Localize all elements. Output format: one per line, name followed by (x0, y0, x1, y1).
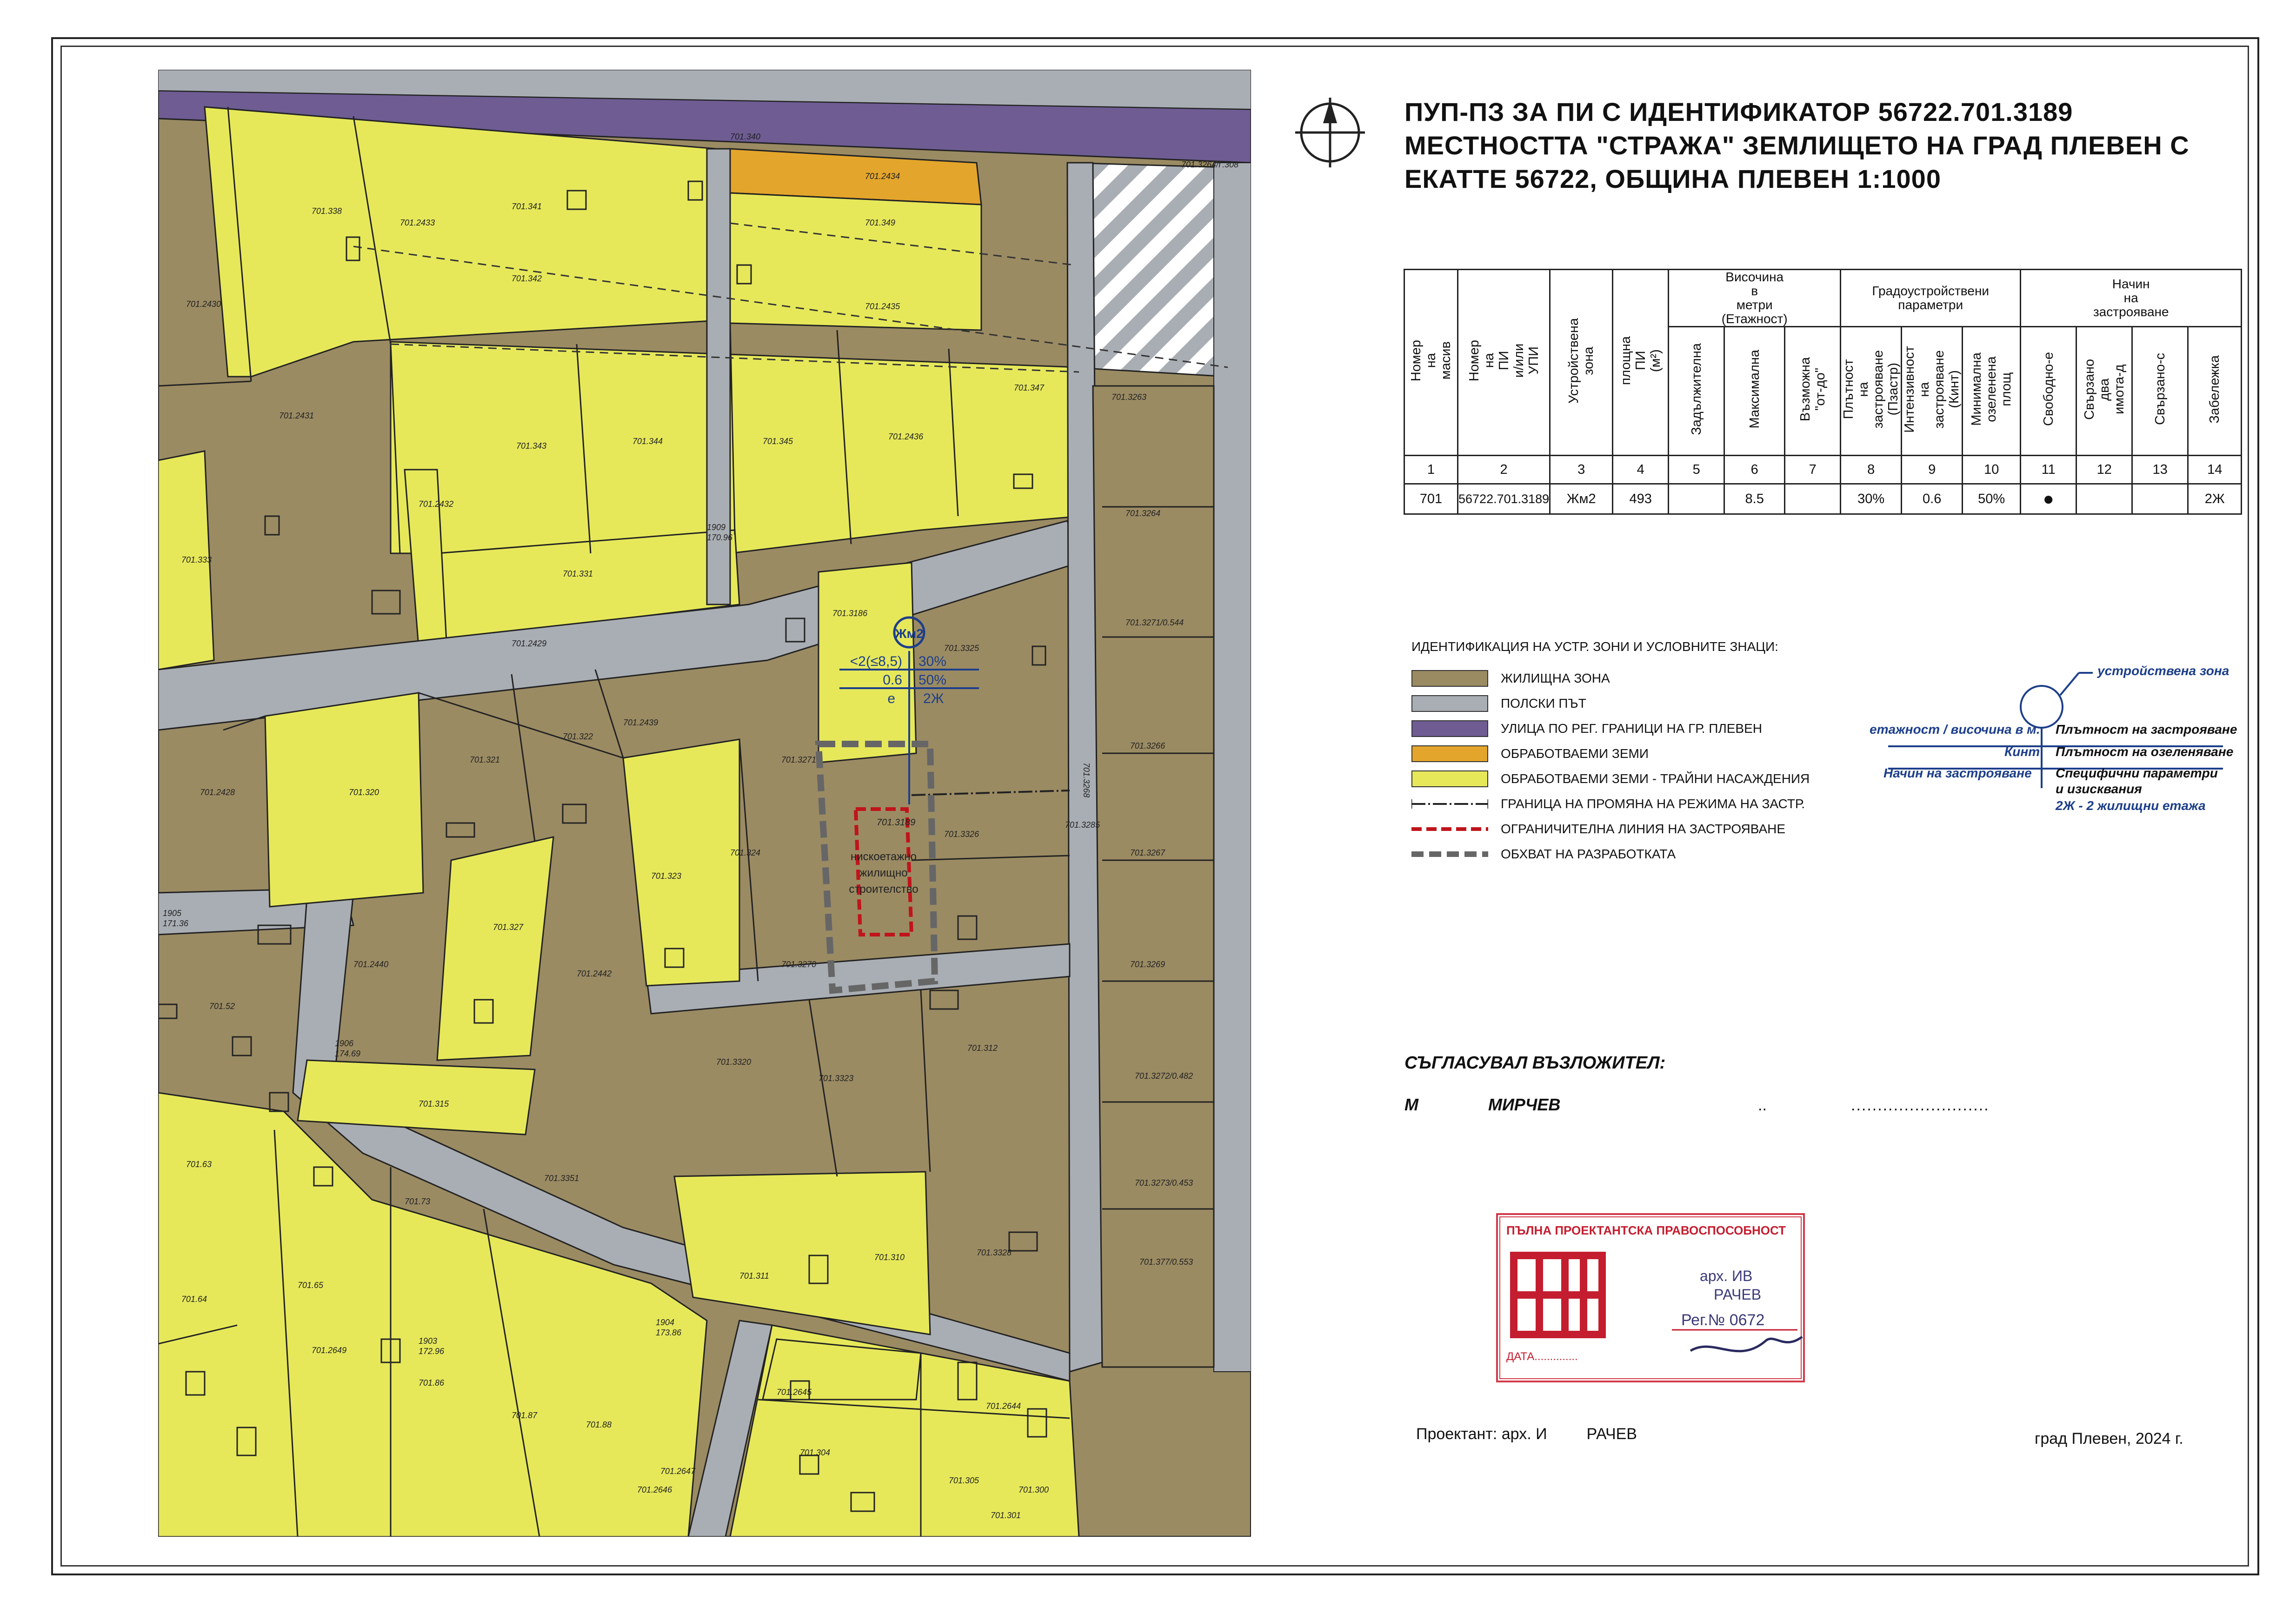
parcel-label: 701.338 (312, 206, 342, 216)
approval-heading: СЪГЛАСУВАЛ ВЪЗЛОЖИТЕЛ: (1404, 1053, 1666, 1073)
key-density: Плътност на застрояване (2056, 722, 2237, 737)
parcel-label: 701.2434 (865, 172, 900, 181)
legend-label: ОБРАБОТВАЕМИ ЗЕМИ (1501, 746, 1649, 761)
group-header-method: Начин на застрояване (2021, 270, 2242, 327)
parcel-label: 701.310 (874, 1253, 905, 1262)
legend-label: ГРАНИЦА НА ПРОМЯНА НА РЕЖИМА НА ЗАСТР. (1501, 797, 1805, 811)
designer-line: Проектант: арх. И РАЧЕВ (1416, 1425, 1637, 1443)
cell-intensity: 0.6 (1902, 484, 1963, 514)
num-3: 3 (1550, 456, 1613, 484)
elevation-label: 171.36 (163, 919, 189, 928)
elevation-label: 173.86 (656, 1328, 682, 1337)
num-10: 10 (1963, 456, 2021, 484)
parcel-label: 701.300 (1018, 1485, 1049, 1494)
subject-parcel-label: 701.3189 (877, 817, 916, 828)
zone-floors: 2Ж (923, 691, 944, 706)
signature-scribble (1690, 1337, 1802, 1351)
title-line-3: ЕКАТТЕ 56722, ОБЩИНА ПЛЕВЕН 1:1000 (1404, 164, 1941, 193)
parcel-label: 701.3285 (1065, 820, 1100, 830)
parcel-label: 701.3266 (1130, 741, 1165, 750)
legend-label: УЛИЦА ПО РЕГ. ГРАНИЦИ НА ГР. ПЛЕВЕН (1501, 721, 1762, 736)
parcel-label: 701.320 (349, 788, 379, 797)
cell-height-mandatory (1669, 484, 1724, 514)
legend-heading: ИДЕНТИФИКАЦИЯ НА УСТР. ЗОНИ И УСЛОВНИТЕ ЗНАЦИ: (1411, 639, 1778, 654)
elevation-label: 174.69 (335, 1049, 361, 1058)
cell-note: 2Ж (2188, 484, 2242, 514)
legend-red-dash-icon (1411, 821, 1488, 837)
parcel-label: 701.3186 (832, 609, 868, 618)
zone-method: е (887, 691, 895, 706)
col-header-12: Свързано два имота-д (2076, 327, 2132, 456)
parcel-label: 701.343 (516, 441, 547, 451)
key-floors: 2Ж - 2 жилищни етажа (2056, 798, 2206, 813)
title-block (1404, 95, 2251, 196)
legend-label: ОГРАНИЧИТЕЛНА ЛИНИЯ НА ЗАСТРОЯВАНЕ (1501, 822, 1786, 836)
parcel-label: 701.2646 (637, 1485, 672, 1494)
legend-label: ОБХВАТ НА РАЗРАБОТКАТА (1501, 847, 1676, 861)
parcel-label: 701.3328 (977, 1248, 1012, 1257)
parcel-label: 701.3273/0.453 (1135, 1178, 1193, 1188)
parcel-label: 701.2429 (512, 639, 547, 648)
parcel-label: 701.52 (209, 1002, 235, 1011)
parcel-label: 701.88 (586, 1420, 612, 1429)
zone-green: 50% (918, 672, 947, 688)
parcel-349 (730, 193, 981, 330)
column-numbers-row (1404, 456, 2242, 484)
legend-label: ПОЛСКИ ПЪТ (1501, 696, 1586, 710)
parcel-label: 701.3323 (819, 1074, 854, 1083)
parcel-label: 701.321 (470, 755, 500, 764)
cell-parcel-id: 56722.701.3189 (1458, 484, 1550, 514)
parcel-label: 701.327 (493, 923, 524, 932)
subject-note-2: жилищно (859, 867, 908, 879)
col-header-14: Забележка (2188, 327, 2242, 456)
col-header-11: Свободно-е (2021, 327, 2076, 456)
key-green: Плътност на озеленяване (2056, 744, 2234, 759)
parcel-label: 701.86 (419, 1378, 445, 1388)
legend-item-residential (1411, 667, 1830, 690)
num-9: 9 (1902, 456, 1963, 484)
num-14: 14 (2188, 456, 2242, 484)
parcel-label: 701.344 (632, 437, 663, 446)
parcel-label: 701.345 (763, 437, 793, 446)
parcel-label: 701.3264 (1125, 509, 1161, 518)
parcel-label: 701.340 (730, 132, 761, 141)
parcel-label: 701.3263 (1111, 392, 1147, 402)
legend (1411, 639, 1830, 868)
col-header-4: площна ПИ (м²) (1613, 270, 1669, 456)
parcel-label: 701.2649 (312, 1346, 347, 1355)
road-right-strip (1214, 163, 1251, 1372)
num-7: 7 (1785, 456, 1841, 484)
key-height: етажност / височина в м. (1870, 722, 2040, 737)
approver-name: МИРЧЕВ (1488, 1095, 1561, 1114)
parcel-label: 701.3268 (1082, 763, 1091, 798)
legend-swatch (1411, 745, 1488, 762)
signature-dots-short: .. (1758, 1096, 1767, 1114)
key-specific: Специфични параметри (2056, 766, 2218, 780)
num-6: 6 (1724, 456, 1785, 484)
elevation-label: 172.96 (419, 1347, 445, 1356)
legend-label: ОБРАБОТВАЕМИ ЗЕМИ - ТРАЙНИ НАСАЖДЕНИЯ (1501, 771, 1810, 786)
elevation-label: 1905 (163, 909, 182, 918)
parcel-label: 701.2432 (419, 499, 454, 509)
col-header-5: Задължителна (1669, 327, 1724, 456)
parcel-label: 701.322 (563, 732, 593, 741)
num-13: 13 (2132, 456, 2188, 484)
legend-item-street (1411, 717, 1830, 740)
parcel-label: 701.323 (651, 871, 682, 881)
title-line-1: ПУП-ПЗ ЗА ПИ С ИДЕНТИФИКАТОР 56722.701.3189 (1404, 97, 2073, 126)
num-4: 4 (1613, 456, 1669, 484)
cadastral-map (158, 70, 1251, 1537)
legend-swatch (1411, 770, 1488, 787)
zone-circle-label: Жм2 (895, 626, 924, 641)
num-12: 12 (2076, 456, 2132, 484)
elevation-label: 1903 (419, 1336, 438, 1346)
parcel-label: 701.311 (739, 1271, 769, 1281)
cell-linked-two (2076, 484, 2132, 514)
stamp-date: ДАТА.............. (1506, 1350, 1578, 1363)
north-arrow-icon (1295, 98, 1365, 167)
parcel-label: 701.324 (730, 848, 761, 857)
key-method: Начин на застрояване (1883, 766, 2032, 780)
stamp-org: ПЪЛНА ПРОЕКТАНТСКА ПРАВОСПОСОБНОСТ (1506, 1223, 1786, 1237)
architect-stamp (1495, 1211, 1811, 1383)
legend-item-building-limit (1411, 818, 1830, 840)
signature-dots: .......................... (1851, 1096, 1990, 1114)
parcel-label: 701.3271/0.544 (1125, 618, 1184, 627)
legend-item-regime-boundary (1411, 793, 1830, 815)
col-header-2: Номер на ПИ и/или УПИ (1458, 270, 1550, 456)
key-kint: Кинт (2004, 744, 2040, 759)
parcel-label: 701.333 (181, 555, 212, 564)
parcel-label: 701.331 (563, 569, 593, 578)
approver-initial: М (1404, 1095, 1418, 1114)
elevation-label: 1904 (656, 1318, 675, 1327)
parcel-label: 701.73 (405, 1197, 431, 1206)
parcel-320 (265, 693, 423, 907)
col-header-6: Максимална (1724, 327, 1785, 456)
parcel-label: 701.2430 (186, 299, 221, 309)
key-zone: устройствена зона (2097, 664, 2229, 678)
parcel-label: 701.3269 (1130, 960, 1165, 969)
key-specific2: и изисквания (2056, 782, 2142, 796)
num-1: 1 (1404, 456, 1458, 484)
parcel-label: 701.315 (419, 1099, 449, 1109)
elevation-label: 1906 (335, 1039, 354, 1048)
zone-kint: 0.6 (883, 672, 902, 688)
parcel-label: 701.2644 (986, 1401, 1021, 1411)
parcel-label: 701.3351 (544, 1174, 579, 1183)
group-header-params: Градоустройствени параметри (1841, 270, 2021, 327)
parcel-label: 701.2431 (279, 411, 314, 420)
parcel-label: 701.301 (991, 1511, 1021, 1520)
col-header-7: Възможна "от-до" (1785, 327, 1841, 456)
parcel-label: 701.3326 (944, 830, 979, 839)
parcel-label: 701.87 (512, 1411, 538, 1420)
elevation-label: 170.96 (707, 533, 733, 542)
parcel-label: 701.342 (512, 274, 542, 283)
num-8: 8 (1841, 456, 1902, 484)
legend-swatch (1411, 695, 1488, 712)
title-line-2: МЕСТНОСТТА "СТРАЖА" ЗЕМЛИЩЕТО НА ГРАД ПЛЕВЕН С (1404, 131, 2190, 160)
legend-gray-dash-icon (1411, 846, 1488, 863)
zone-height: <2(≤8,5) (850, 654, 902, 669)
parcel-label: 701.3270 (781, 960, 817, 969)
table-row (1404, 484, 2242, 514)
parcel-label: 701.347 (1014, 383, 1045, 392)
parcel-label: 701.2436 (888, 432, 924, 441)
parcel-label: 701.305 (949, 1476, 979, 1485)
parcel-label: 701.2435 (865, 302, 900, 311)
parcel-label: 701.3271 (781, 755, 817, 764)
legend-swatch (1411, 720, 1488, 737)
num-2: 2 (1458, 456, 1550, 484)
parcel-label: 701.3264/Г.308 (1181, 160, 1239, 169)
parcel-label: 701.349 (865, 218, 896, 227)
zone-density: 30% (918, 654, 947, 669)
parcel-label: 701.63 (186, 1160, 212, 1169)
group-header-height: Височина в метри (Етажност) (1669, 270, 1841, 327)
stamp-logo-icon (1514, 1255, 1602, 1335)
parcel-label: 701.312 (967, 1043, 998, 1053)
num-5: 5 (1669, 456, 1724, 484)
cell-zone: Жм2 (1550, 484, 1613, 514)
parcel-label: 701.304 (800, 1448, 831, 1457)
subject-note-1: нискоетажно (850, 850, 917, 863)
legend-item-arable (1411, 743, 1830, 765)
stamp-line1: арх. ИВ (1700, 1268, 1753, 1284)
legend-item-perennial (1411, 768, 1830, 790)
cell-free-standing: ● (2021, 484, 2076, 514)
col-header-10: Минимална озеленена площ (1963, 327, 2021, 456)
subject-note-3: строителство (849, 883, 918, 896)
parcel-label: 701.2433 (400, 218, 435, 227)
parcel-315 (298, 1060, 535, 1135)
legend-line-icon (1411, 796, 1488, 812)
col-header-9: Интензивност на застрояване (Кинт) (1902, 327, 1963, 456)
parcel-label: 701.341 (512, 202, 542, 211)
parcel-label: 701.2428 (200, 788, 235, 797)
parcel-label: 701.3320 (716, 1057, 752, 1067)
legend-item-scope (1411, 843, 1830, 865)
zone-key-diagram (1860, 658, 2251, 825)
parameters-table (1404, 269, 2242, 515)
stamp-reg: Рег.№ 0672 (1681, 1311, 1765, 1329)
parcel-label: 701.3267 (1130, 848, 1165, 857)
cell-green: 50% (1963, 484, 2021, 514)
parcel-label: 701.2439 (623, 718, 659, 727)
cell-linked (2132, 484, 2188, 514)
elevation-label: 1909 (707, 523, 726, 532)
parcel-label: 701.2442 (577, 969, 612, 978)
col-header-8: Плътност на застрояване (Пзастр) (1841, 327, 1902, 456)
legend-label: ЖИЛИЩНА ЗОНА (1501, 671, 1610, 685)
col-header-3: Устройствена зона (1550, 270, 1613, 456)
col-header-1: Номер на масив (1404, 270, 1458, 456)
parcel-right-column (1093, 386, 1214, 1367)
cell-height-max: 8.5 (1724, 484, 1785, 514)
legend-item-field-road (1411, 692, 1830, 715)
cell-massive: 701 (1404, 484, 1458, 514)
parcel-label: 701.3325 (944, 644, 979, 653)
parcel-label: 701.64 (181, 1295, 207, 1304)
parcel-label: 701.65 (298, 1281, 324, 1290)
cell-height-range (1785, 484, 1841, 514)
col-header-13: Свързано-с (2132, 327, 2188, 456)
stamp-line2: РАЧЕВ (1714, 1286, 1762, 1303)
place-date: град Плевен, 2024 г. (2035, 1430, 2183, 1447)
parcel-row2 (391, 342, 1081, 553)
cell-density: 30% (1841, 484, 1902, 514)
parcel-label: 701.2440 (353, 960, 389, 969)
parcel-label: 701.3272/0.482 (1135, 1071, 1193, 1081)
num-11: 11 (2021, 456, 2076, 484)
cell-area: 493 (1613, 484, 1669, 514)
parcel-label: 701.2645 (777, 1388, 812, 1397)
parcel-label: 701.377/0.553 (1139, 1257, 1193, 1267)
legend-swatch (1411, 670, 1488, 687)
parcel-label: 701.2647 (660, 1467, 696, 1476)
